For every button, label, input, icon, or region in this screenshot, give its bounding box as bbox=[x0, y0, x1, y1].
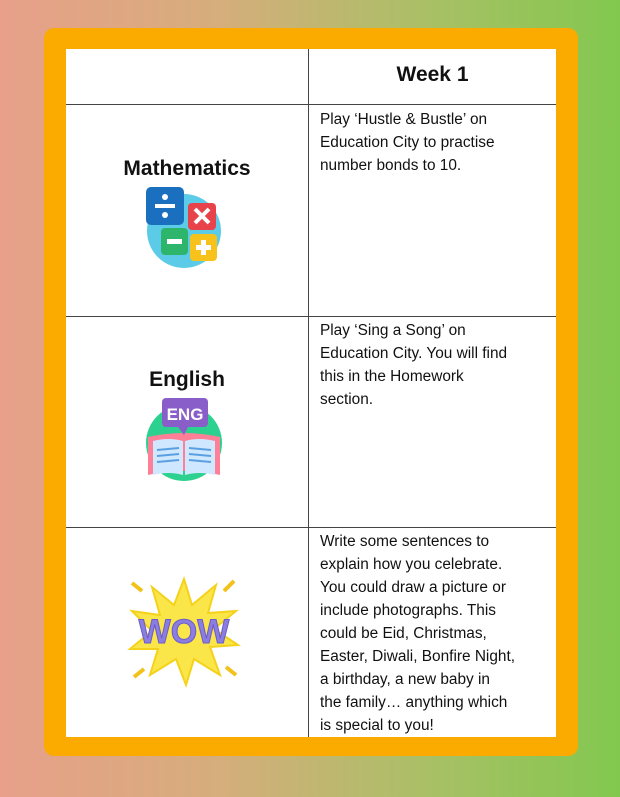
subject-english: English bbox=[149, 368, 225, 391]
eng-book-icon bbox=[142, 395, 232, 485]
row-divider bbox=[66, 104, 556, 105]
row-divider bbox=[66, 316, 556, 317]
math-operations-icon bbox=[142, 184, 227, 269]
subject-mathematics: Mathematics bbox=[123, 157, 251, 180]
wow-icon-text: WOW bbox=[138, 613, 230, 651]
task-celebration: Write some sentences to explain how you celebrate. You could draw a picture or include photographs. This could be Eid, Christmas, Easter, Diwali, Bonfire Night, a birthday, a new baby in the family… anything which is special to you! bbox=[320, 533, 516, 734]
homework-table bbox=[66, 49, 556, 737]
wow-burst-icon bbox=[124, 571, 244, 691]
column-divider bbox=[308, 49, 309, 737]
row-divider bbox=[66, 527, 556, 528]
task-mathematics: Play ‘Hustle & Bustle’ on Education City to practise number bonds to 10. bbox=[320, 111, 495, 174]
task-english: Play ‘Sing a Song’ on Education City. You will find this in the Homework section. bbox=[320, 322, 508, 408]
eng-icon-text: ENG bbox=[166, 405, 204, 424]
week-header: Week 1 bbox=[396, 63, 469, 86]
